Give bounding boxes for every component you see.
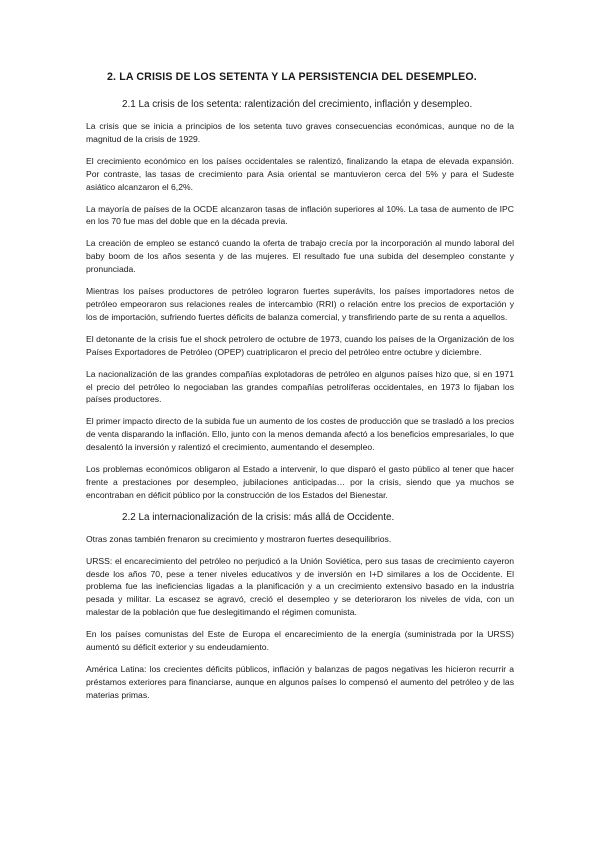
paragraph: En los países comunistas del Este de Europa el encarecimiento de la energía (suministrada por la URSS) aumentó su déficit exterior y su endeudamiento. <box>86 629 514 653</box>
subsection-title-2-1: 2.1 La crisis de los setenta: ralentización del crecimiento, inflación y desempleo. <box>122 99 473 110</box>
paragraph: Mientras los países productores de petróleo lograron fuertes superávits, los países importadores netos de petróleo empeoraron sus relaciones reales de intercambio (RRI) o relación entre los precios de exportación y los de importación, sufriendo fuertes déficits de balanza comercial, y transfiriendo parte de su renta a aquellos. <box>86 286 514 322</box>
document-body <box>86 120 514 711</box>
paragraph: Otras zonas también frenaron su crecimiento y mostraron fuertes desequilibrios. <box>86 533 392 544</box>
paragraph: La nacionalización de las grandes compañías explotadoras de petróleo en algunos países hizo que, si en 1971 el precio del petróleo lo negociaban las grandes compañías petrolíferas occidentales, en 1973 lo fijaban los países productores. <box>86 368 514 405</box>
paragraph: La mayoría de países de la OCDE alcanzaron tasas de inflación superiores al 10%. La tasa de aumento de IPC en los 70 fue mas del doble que en la década previa. <box>86 203 514 227</box>
paragraph: La crisis que se inicia a principios de los setenta tuvo graves consecuencias económicas, aunque no de la magnitud de la crisis de 1929. <box>86 121 514 144</box>
paragraph: El primer impacto directo de la subida fue un aumento de los costes de producción que se trasladó a los precios de venta disparando la inflación. Ello, junto con la menos demanda afectó a los beneficios empresariales, lo que desalentó la inversión y ralentizó el crecimiento, aumentando el desempleo. <box>86 416 514 453</box>
paragraph: La creación de empleo se estancó cuando la oferta de trabajo crecía por la incorporación al mundo laboral del baby boom de los años sesenta y de las mujeres. El resultado fue una subida del desempleo constante y pronunciada. <box>86 238 514 275</box>
subsection-title-2-2: 2.2 La internacionalización de la crisis: más allá de Occidente. <box>122 511 395 523</box>
paragraph: América Latina: los crecientes déficits públicos, inflación y balanzas de pagos negativas les hicieron recurrir a préstamos exteriores para financiarse, aunque en algunos países lo compensó el aumento del petróleo y de las materias primas. <box>86 664 514 700</box>
paragraph: URSS: el encarecimiento del petróleo no perjudicó a la Unión Soviética, pero sus tasas de crecimiento cayeron desde los años 70, pese a tener niveles educativos y de inversión en I+D similares a los de Occidente. El problema fue las ineficiencias ligadas a la planificación y a un crecimiento extensivo basado en la industria pesada y militar. La escasez se agravó, creció el desempleo y se deterioraron los niveles de vida, con un malestar de la población que fue deslegitimando el régimen comunista. <box>86 555 514 618</box>
paragraph: El crecimiento económico en los países occidentales se ralentizó, finalizando la etapa de elevada expansión. Por contraste, las tasas de crecimiento para Asia oriental se mantuvieron cerca del 5% y para el Sudeste asiático alcanzaron el 6,2%. <box>86 155 514 192</box>
section-title: 2. LA CRISIS DE LOS SETENTA Y LA PERSISTENCIA DEL DESEMPLEO. <box>107 71 477 83</box>
paragraph: El detonante de la crisis fue el shock petrolero de octubre de 1973, cuando los países de la Organización de los Países Exportadores de Petróleo (OPEP) cuatriplicaron el precio del petróleo entre octubre y diciembre. <box>86 333 514 357</box>
paragraph: Los problemas económicos obligaron al Estado a intervenir, lo que disparó el gasto público al tener que hacer frente a prestaciones por desempleo, jubilaciones anticipadas… por la crisis, siendo que ya muchos se encontraban en déficit público por la construcción de los Estados del Bienestar. <box>86 464 514 500</box>
